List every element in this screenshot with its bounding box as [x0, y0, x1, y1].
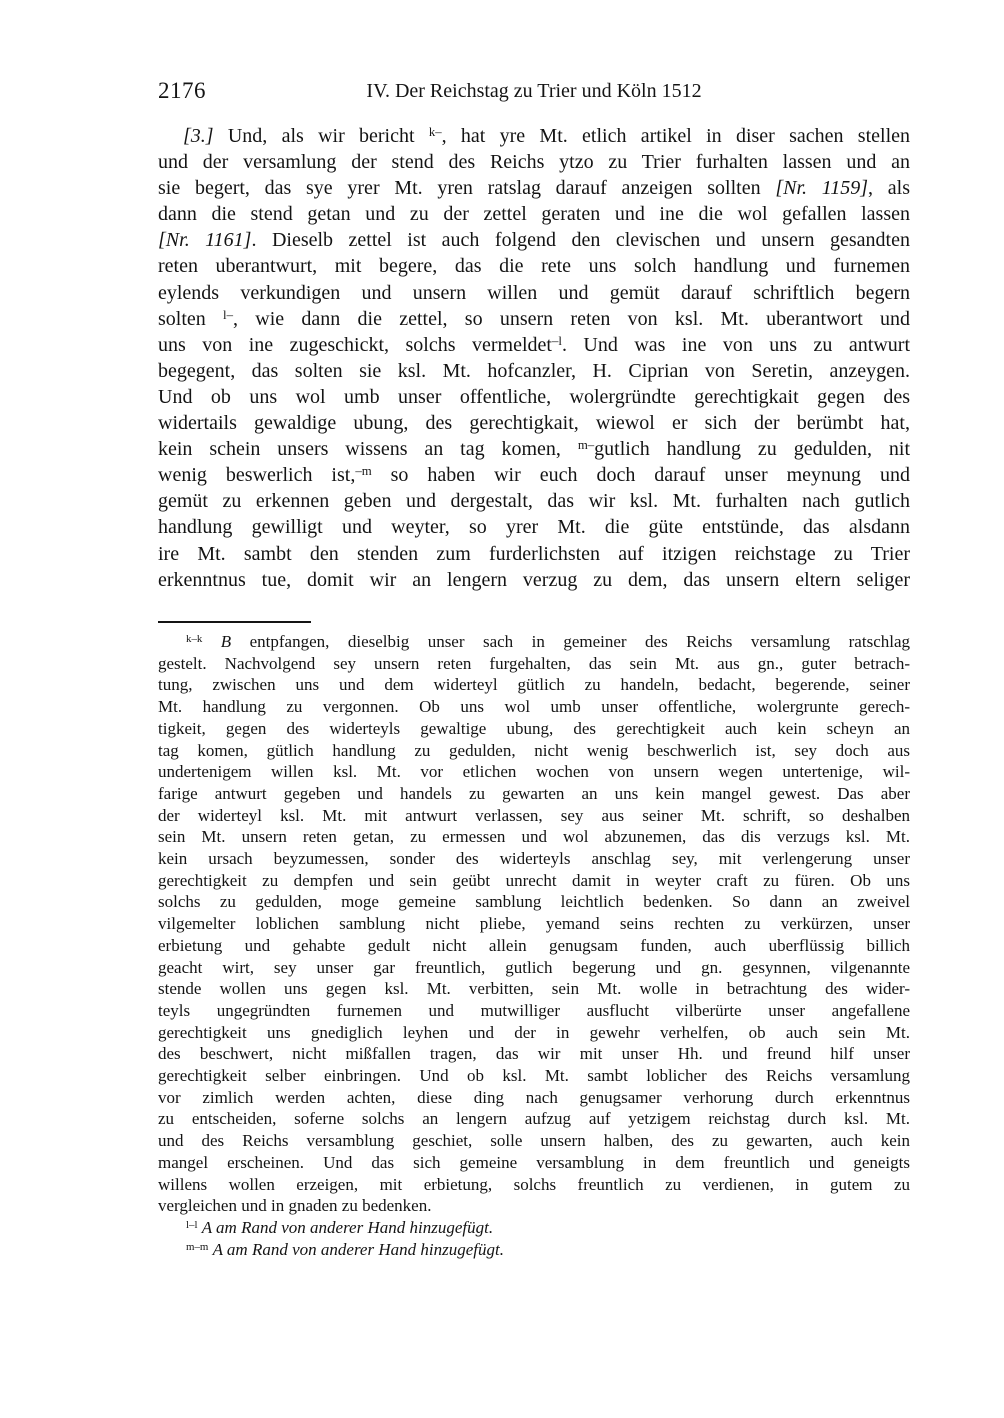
text-line: eylends verkundigen und unsern willen und gemüt darauf schriftlich begern	[158, 281, 910, 304]
text-line: stende wollen uns gegen ksl. Mt. verbitten, sein Mt. wolle in betrachtung des wider-	[158, 979, 910, 999]
text-line: Und ob uns wol umb unser offentliche, wolergründte gerechtigkait gegen des	[158, 385, 910, 408]
italic-text: [Nr. 1159]	[775, 177, 869, 200]
body-paragraph	[158, 123, 910, 593]
footnote-section	[158, 631, 910, 1260]
text-line: teyls ungegründten furnemen und mutwilliger ausflucht vilberürte unser angefallene	[158, 1000, 910, 1020]
text-line: sie begert, das sye yrer Mt. yren ratslag darauf anzeigen sollten [Nr. 1159], als	[158, 177, 910, 200]
note-mark: m–	[577, 438, 595, 453]
text-line: [Nr. 1161]. Dieselb zettel ist auch folgend den clevischen und unsern gesandten	[158, 229, 910, 252]
note-mark: l–	[223, 307, 234, 322]
text-line: gerechtigkeit selber einbringen. Und ob ksl. Mt. sambt loblicher des Reichs versamlung	[158, 1066, 910, 1086]
note-mark: m–m	[186, 1240, 209, 1253]
text-line: und der versamlung der stend des Reichs ytzo zu Trier furhalten lassen und an	[158, 151, 910, 174]
note-mark: l–l	[186, 1219, 198, 1232]
footnote-kk	[158, 631, 910, 1217]
text-line: gemüt zu erkennen geben und dergestalt, das wir ksl. Mt. furhalten nach gutlich	[158, 490, 910, 513]
text-line: reten uberantwurt, mit begere, das die rete uns solch handlung und furnemen	[158, 255, 910, 278]
text-line: und des Reichs versamblung geschiet, solle unsern halben, des zu gewarten, auch kein	[158, 1131, 910, 1151]
text-line: mangel erscheinen. Und das sich gemeine versamblung in dem freuntlich und geneigts	[158, 1152, 910, 1172]
page-header	[158, 78, 910, 108]
text-line: kein ursach beyzumessen, sonder des widerteyls anschlag sey, mit verlengerung unser	[158, 849, 910, 869]
italic-text: A am Rand von anderer Hand hinzugefügt.	[201, 1217, 494, 1237]
text-line: willens wollen erzeigen, mit erbietung, solchs freuntlich zu verdienen, in gutem zu	[158, 1174, 910, 1194]
text-line: solchs zu gedulden, moge gemeine samblung leichtlich bedenken. So dann an zweivel	[158, 892, 910, 912]
italic-text: B	[220, 632, 232, 651]
text-line: uns von ine zugeschickt, solchs vermeldet$^{-l}$. Und was ine von uns zu antwurt	[158, 333, 910, 356]
footnote-mm	[158, 1239, 910, 1261]
text-line: begegent, das solten sie ksl. Mt. hofcanzler, H. Ciprian von Seretin, anzeygen.	[158, 359, 910, 382]
text-line: erkenntnus tue, domit wir an lengern verzug zu dem, das unsern eltern seliger	[158, 568, 910, 591]
text-line: $^{k-k}$ B entpfangen, dieselbig unser sach in gemeiner des Reichs versamlung ratschlag	[186, 632, 911, 651]
note-mark: –m	[355, 464, 372, 479]
note-mark: –l	[551, 334, 562, 348]
text-line: erbietung und gehabte gedult nicht allein genugsam funden, auch uberflüssig billich	[158, 935, 910, 955]
footnote-ll	[158, 1217, 910, 1239]
text-line: gerechtigkeit uns gnediglich leyhen und der in gewehr verhelfen, ob auch sein Mt.	[158, 1022, 910, 1042]
text-line: der widerteyl ksl. Mt. mit antwurt verlassen, sey aus seiner Mt. schrift, so deshalben	[158, 805, 910, 825]
text-line: tigkeit, gegen des widerteyls gewaltige ubung, des gerechtigkeit auch kein scheyn an	[158, 718, 910, 738]
text-line: solten $^{l-}$, wie dann die zettel, so unsern reten von ksl. Mt. uberantwort und	[158, 307, 911, 330]
italic-text: A am Rand von anderer Hand hinzugefügt.	[212, 1239, 504, 1259]
text-line: kein schein unsers wissens an tag komen, $^{m-}$gutlich handlung zu gedulden, nit	[158, 438, 910, 461]
text-line: handlung gewilligt und weyter, so yrer Mt. die güte entstünde, das alsdann	[158, 516, 910, 539]
text-line: ire Mt. sambt den stenden zum furderlichsten auf itzigen reichstage zu Trier	[158, 542, 910, 565]
text-line: geacht wirt, sey unser gar freuntlich, gutlich begerung und gn. gesynnen, vilgenannte	[158, 957, 910, 977]
text-line: widertails gewaldige ubung, des gerechtigkait, wiewol er sich der berümbt hat,	[158, 412, 910, 435]
text-line: vergleichen und in gnaden zu bedenken.	[158, 1196, 432, 1216]
note-mark: k–	[428, 125, 442, 140]
text-line: dann die stend getan und zu der zettel geraten und ine die wol gefallen lassen	[158, 203, 910, 226]
italic-text: [3.]	[183, 125, 214, 147]
text-line: Mt. handlung zu vergonnen. Ob uns wol umb unser offentliche, wolergrunte gerech-	[158, 697, 910, 717]
text-line: des beschwert, nicht mißfallen tragen, das wir mit unser Hh. und freund hilf unser	[158, 1044, 910, 1064]
text-line: [3.] Und, als wir bericht $^{k-}$, hat yre Mt. etlich artikel in diser sachen stellen	[183, 125, 910, 147]
text-line: vilgemelter loblichen samblung nicht pliebe, yemand seins rechten zu verkürzen, unser	[158, 914, 910, 934]
text-line: vor zimlich werden achten, diese ding nach genugsamer verhorung durch erkenntnus	[158, 1087, 910, 1107]
text-line: gerechtigkeit zu dempfen und sein geübt unrecht damit in weyter craft zu füren. Ob uns	[158, 870, 910, 890]
italic-text: [Nr. 1161]	[158, 229, 252, 252]
running-title: IV. Der Reichstag zu Trier und Köln 1512	[366, 80, 702, 102]
text-line: sein Mt. unsern reten getan, zu ermessen und wol abzunemen, das dis verzugs ksl. Mt.	[158, 827, 910, 847]
page-number: 2176	[158, 78, 206, 103]
text-line: gestelt. Nachvolgend sey unsern reten furgehalten, das sein Mt. aus gn., guter betrach-	[158, 653, 910, 673]
text-line: undertenigem willen ksl. Mt. vor etlichen wochen von unsern wegen untertenige, wil-	[158, 762, 910, 782]
text-line: zu entscheiden, soferne solchs an lengern aufzug auf yetzigem reichstag durch ksl. Mt.	[158, 1109, 910, 1129]
text-line: tung, zwischen uns und dem widerteyl gütlich zu handeln, bedacht, begerende, seiner	[158, 675, 910, 695]
text-line: tag komen, gütlich handlung zu gedulden, nicht wenig beschwerlich ist, sey doch aus	[158, 740, 910, 760]
note-mark: k–k	[186, 633, 203, 646]
text-line: wenig beswerlich ist,$^{-m}$ so haben wir euch doch darauf unser meynung und	[158, 464, 910, 487]
footnote-separator-rule	[158, 621, 311, 623]
text-line: farige antwurt gegeben und handels zu gewarten an uns kein mangel gewest. Das aber	[158, 783, 910, 803]
